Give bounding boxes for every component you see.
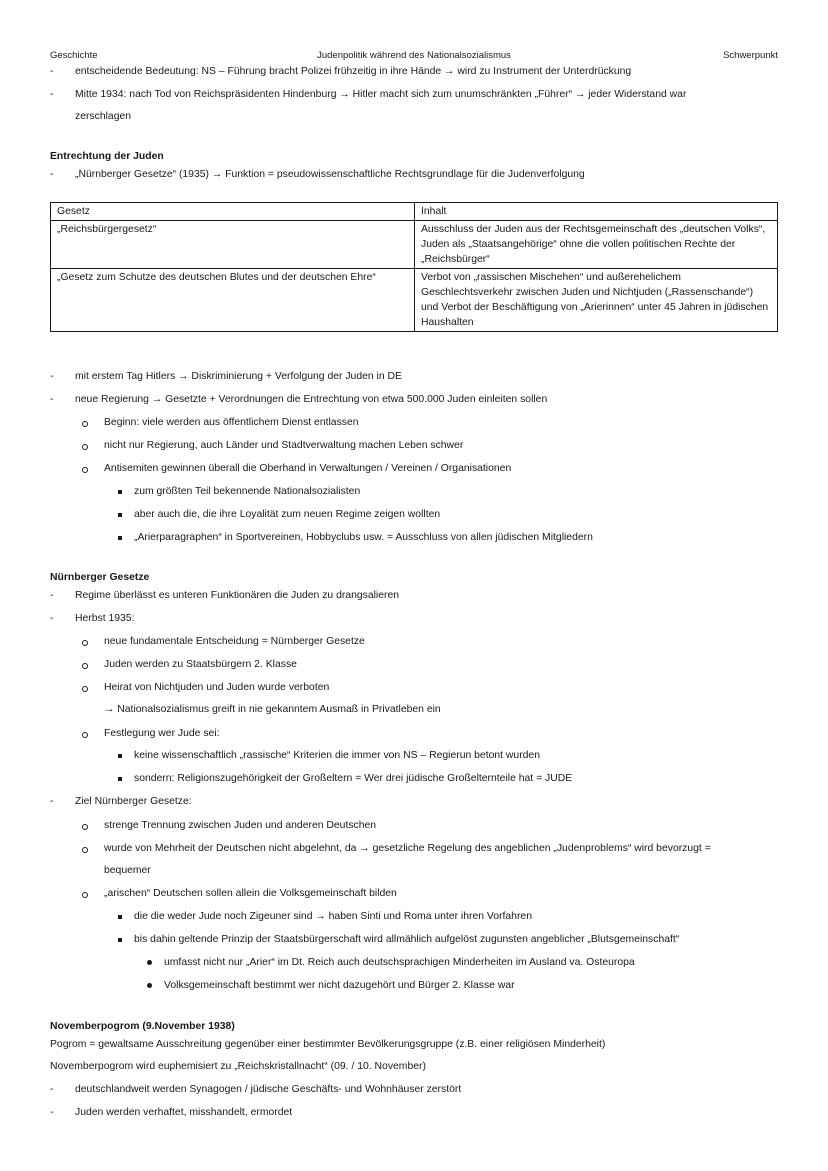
bullet-text: Mitte 1934: nach Tod von Reichspräsidenten Hindenburg → Hitler macht sich zum unumschränkten „Führer“ → jeder Widerstand war [75,89,687,100]
circle-bullet-icon [82,847,88,853]
sub-sub-bullet-text: sondern: Religionszugehörigkeit der Großeltern = Wer drei jüdische Großelternteile hat = JUDE [134,773,573,784]
sub-bullet-text: Heirat von Nichtjuden und Juden wurde verboten [104,682,330,693]
sub-sub-bullet-text: „Arierparagraphen“ in Sportvereinen, Hobbyclubs usw. = Ausschluss von allen jüdischen Mitgliedern [134,532,593,543]
sub-sub-bullet-text: keine wissenschaftlich „rassische“ Kriterien die immer von NS – Regierun betont wurden [134,750,540,761]
sub-bullet-text: nicht nur Regierung, auch Länder und Stadtverwaltung machen Leben schwer [104,440,464,451]
sub-bullet-text: strenge Trennung zwischen Juden und anderen Deutschen [104,820,377,831]
dash-bullet: - [50,590,54,601]
law-name-cell: „Gesetz zum Schutze des deutschen Blutes und der deutschen Ehre“ [51,269,415,332]
law-content-cell: Ausschluss der Juden aus der Rechtsgemeinschaft des „deutschen Volks“, Juden als „Staatsangehörige“ ohne die vollen politischen Rechte der „Reichsbürger“ [415,221,778,269]
laws-table [50,202,778,332]
dash-bullet: - [50,371,54,382]
sub-bullet-text-continuation: bequemer [104,865,151,876]
dash-bullet: - [50,796,54,807]
sub-bullet-text: Antisemiten gewinnen überall die Oberhand in Verwaltungen / Vereinen / Organisationen [104,463,512,474]
sub-bullet-text: wurde von Mehrheit der Deutschen nicht abgelehnt, da → gesetzliche Regelung des angeblichen „Judenproblems“ wird bevorzugt = [104,843,711,854]
circle-bullet-icon [82,421,88,427]
law-name-cell: „Reichsbürgergesetz“ [51,221,415,269]
header-subject: Geschichte [50,50,98,61]
sub-sub-bullet-text: zum größten Teil bekennende Nationalsozialisten [134,486,361,497]
bullet-text-continuation: zerschlagen [75,111,132,122]
square-bullet-icon [118,777,122,781]
section-heading: Novemberpogrom (9.November 1938) [50,1021,235,1032]
circle-bullet-icon [82,824,88,830]
table-row [51,221,778,269]
paragraph-text: Pogrom = gewaltsame Ausschreitung gegenüber einer bestimmter Bevölkerungsgruppe (z.B. einer religiösen Minderheit) [50,1039,606,1050]
bullet-text: Regime überlässt es unteren Funktionären die Juden zu drangsalieren [75,590,400,601]
page-header [50,50,778,64]
circle-bullet-icon [82,444,88,450]
header-label: Schwerpunkt [723,50,778,61]
bullet-text: neue Regierung → Gesetzte + Verordnungen die Entrechtung von etwa 500.000 Juden einleiten sollen [75,394,548,405]
sub-bullet-text: „arischen“ Deutschen sollen allein die Volksgemeinschaft bilden [104,888,397,899]
section-heading: Nürnberger Gesetze [50,572,150,583]
circle-bullet-icon [82,732,88,738]
square-bullet-icon [118,513,122,517]
section-heading: Entrechtung der Juden [50,151,164,162]
square-bullet-icon [118,490,122,494]
round-bullet-icon [147,960,152,965]
law-content-cell: Verbot von „rassischen Mischehen“ und außerehelichem Geschlechtsverkehr zwischen Juden und Nichtjuden („Rassenschande“) und Verbot der Beschäftigung von „Arierinnen“ unter 45 Jahren in jüdischen Haushalten [415,269,778,332]
circle-bullet-icon [82,892,88,898]
dash-bullet: - [50,89,54,100]
bullet-text: mit erstem Tag Hitlers → Diskriminierung + Verfolgung der Juden in DE [75,371,402,382]
table-header-row [51,203,778,221]
dash-bullet: - [50,394,54,405]
square-bullet-icon [118,938,122,942]
bullet-text: Herbst 1935: [75,613,135,624]
dash-bullet: - [50,613,54,624]
square-bullet-icon [118,536,122,540]
dash-bullet: - [50,66,54,77]
column-header-content: Inhalt [415,203,778,221]
sub-bullet-text-continuation: → Nationalsozialismus greift in nie gekanntem Ausmaß in Privatleben ein [104,704,441,715]
column-header-law: Gesetz [51,203,415,221]
bullet-text: Ziel Nürnberger Gesetze: [75,796,192,807]
bullet-text: entscheidende Bedeutung: NS – Führung bracht Polizei frühzeitig in ihre Hände → wird zu Instrument der Unterdrückung [75,66,632,77]
circle-bullet-icon [82,686,88,692]
round-bullet-icon [147,983,152,988]
sub-bullet-text: Juden werden zu Staatsbürgern 2. Klasse [104,659,297,670]
dash-bullet: - [50,1107,54,1118]
paragraph-text: Novemberpogrom wird euphemisiert zu „Reichskristallnacht“ (09. / 10. November) [50,1061,426,1072]
bullet-text: deutschlandweit werden Synagogen / jüdische Geschäfts- und Wohnhäuser zerstört [75,1084,462,1095]
level-four-bullet-text: umfasst nicht nur „Arier“ im Dt. Reich auch deutschsprachigen Minderheiten im Ausland va. Osteuropa [164,957,635,968]
circle-bullet-icon [82,640,88,646]
square-bullet-icon [118,915,122,919]
sub-sub-bullet-text: aber auch die, die ihre Loyalität zum neuen Regime zeigen wollten [134,509,441,520]
square-bullet-icon [118,754,122,758]
sub-sub-bullet-text: bis dahin geltende Prinzip der Staatsbürgerschaft wird allmählich aufgelöst zugunsten angeblicher „Blutsgemeinschaft“ [134,934,680,945]
table-row [51,269,778,332]
sub-bullet-text: neue fundamentale Entscheidung = Nürnberger Gesetze [104,636,365,647]
sub-bullet-text: Beginn: viele werden aus öffentlichem Dienst entlassen [104,417,359,428]
sub-sub-bullet-text: die die weder Jude noch Zigeuner sind → haben Sinti und Roma unter ihren Vorfahren [134,911,532,922]
circle-bullet-icon [82,467,88,473]
sub-bullet-text: Festlegung wer Jude sei: [104,728,220,739]
bullet-text: Juden werden verhaftet, misshandelt, ermordet [75,1107,293,1118]
level-four-bullet-text: Volksgemeinschaft bestimmt wer nicht dazugehört und Bürger 2. Klasse war [164,980,515,991]
dash-bullet: - [50,169,54,180]
bullet-text: „Nürnberger Gesetze“ (1935) → Funktion = pseudowissenschaftliche Rechtsgrundlage für die Judenverfolgung [75,169,585,180]
dash-bullet: - [50,1084,54,1095]
header-topic: Judenpolitik während des Nationalsozialismus [317,50,511,61]
circle-bullet-icon [82,663,88,669]
